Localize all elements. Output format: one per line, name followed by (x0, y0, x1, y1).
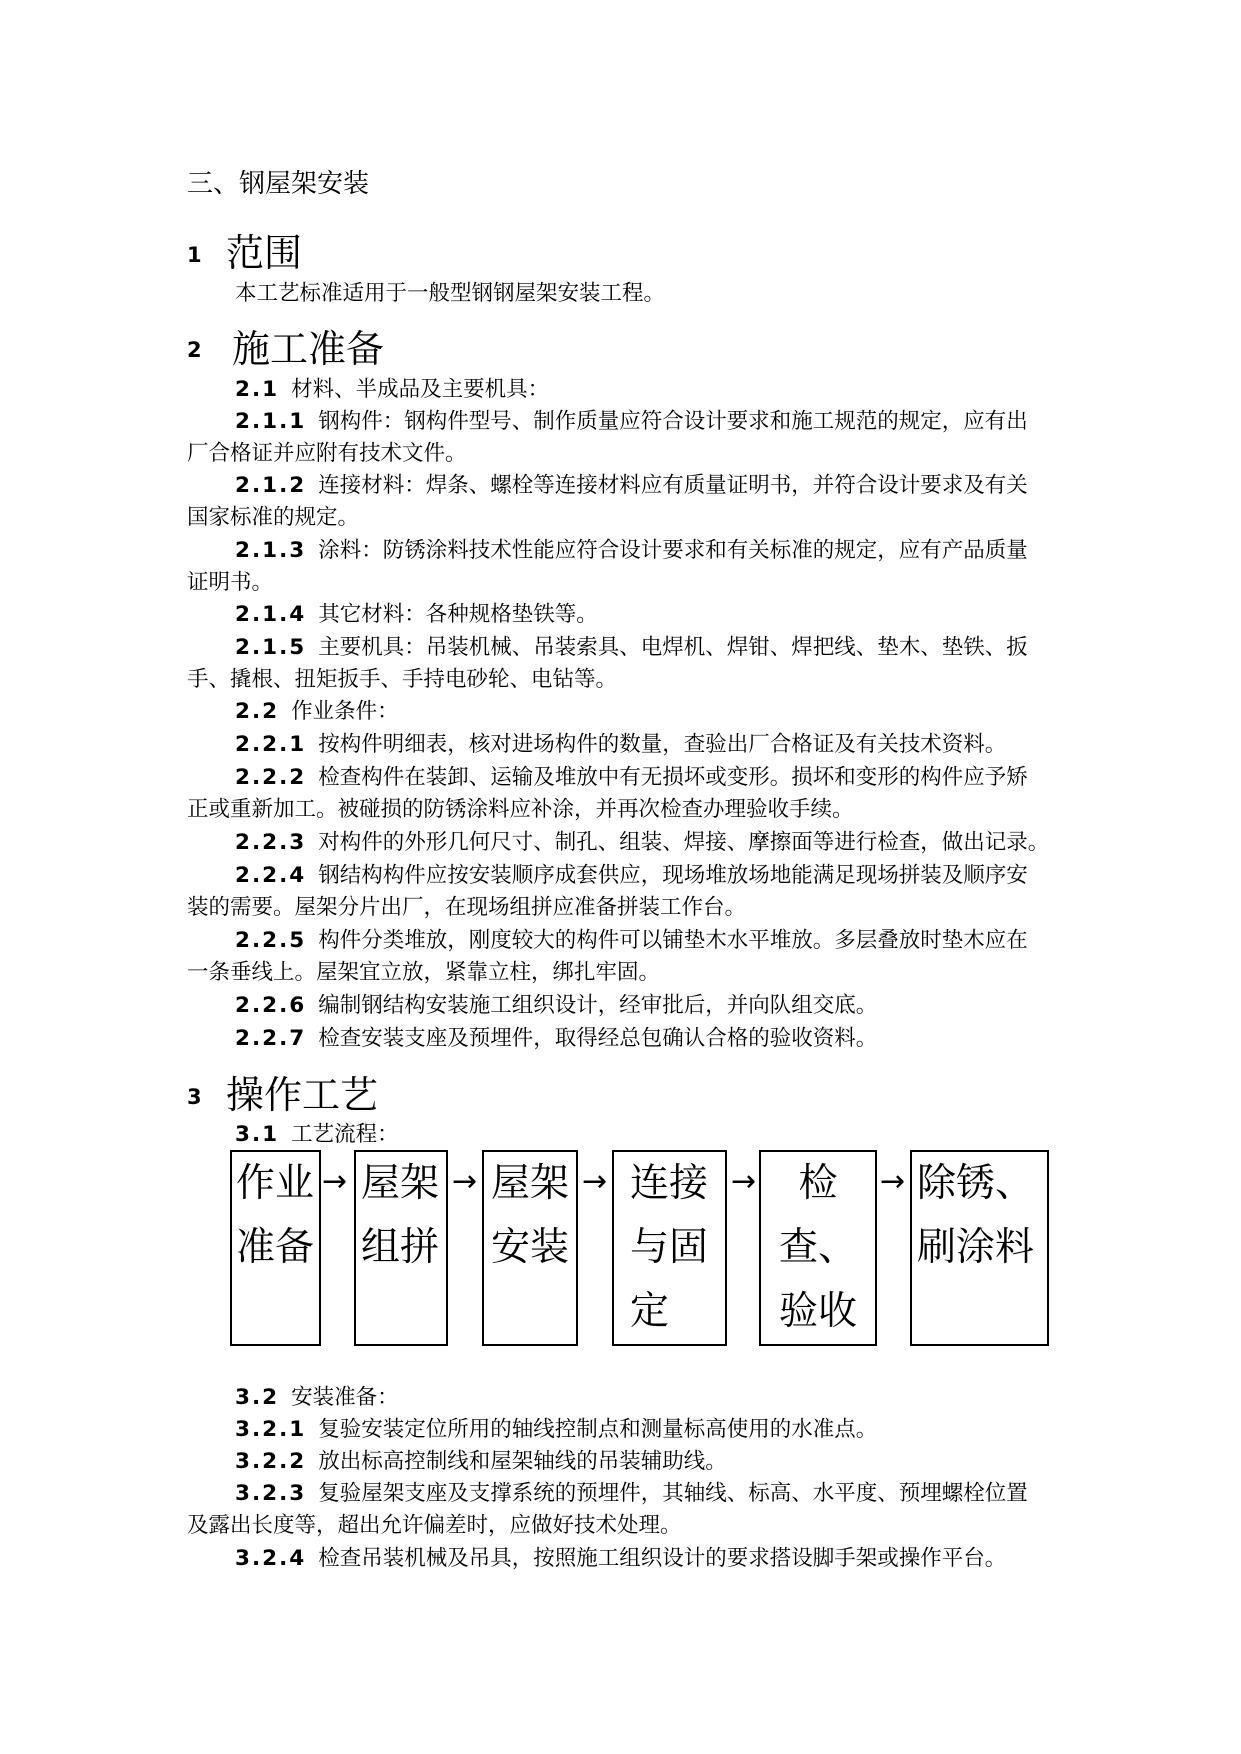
para-2-1-4 (235, 599, 1215, 631)
flow-step-assemble: 屋架组拼 (354, 1150, 448, 1346)
flow-step-coat: 除锈、刷涂料 (910, 1150, 1049, 1346)
para-2-1-5-text-a: 主要机具：吊装机械、吊装索具、电焊机、焊钳、焊把线、垫木、垫铁、扳 (318, 635, 1028, 660)
para-3-1-text: 工艺流程： (291, 1122, 399, 1147)
para-3-2-4-num: 3.2.4 (235, 1546, 307, 1571)
para-2-1-text: 材料、半成品及主要机具： (291, 377, 550, 402)
flow-step-inspect: 检查、验收 (759, 1150, 877, 1346)
para-2-1-5 (235, 632, 1215, 664)
para-2-1-2-cont: 国家标准的规定。 (187, 505, 360, 530)
para-2-2-7-text: 检查安装支座及预埋件，取得经总包确认合格的验收资料。 (318, 1026, 878, 1051)
para-2-2-6-num: 2.2.6 (235, 993, 307, 1018)
para-2-2-5-num: 2.2.5 (235, 928, 307, 953)
para-3-2-3-text-a: 复验屋架支座及支撑系统的预埋件，其轴线、标高、水平度、预埋螺栓位置 (318, 1481, 1028, 1506)
para-3-2-3-cont: 及露出长度等，超出允许偏差时，应做好技术处理。 (187, 1513, 682, 1538)
section-3-title: 操作工艺 (226, 1073, 379, 1117)
flow-step-connect: 连接与固定 (612, 1150, 727, 1346)
flow-arrow-3: → (582, 1164, 608, 1199)
para-2-1 (235, 374, 1215, 406)
para-2-1-2 (235, 470, 1215, 502)
para-2-2-2-text-a: 检查构件在装卸、运输及堆放中有无损坏或变形。损坏和变形的构件应予矫 (318, 765, 1028, 790)
para-3-2-2 (235, 1446, 1215, 1478)
para-2-1-2-text-a: 连接材料：焊条、螺栓等连接材料应有质量证明书，并符合设计要求及有关 (318, 473, 1028, 498)
para-2-1-1-cont: 厂合格证并应附有技术文件。 (187, 441, 467, 466)
para-2-2-text: 作业条件： (291, 699, 399, 724)
para-2-2-5-cont: 一条垂线上。屋架宜立放，紧靠立柱，绑扎牢固。 (187, 960, 661, 985)
section-1-text: 本工艺标准适用于一般型钢钢屋架安装工程。 (235, 281, 666, 306)
section-1-title: 范围 (226, 231, 303, 275)
para-3-2-4-text: 检查吊装机械及吊具，按照施工组织设计的要求搭设脚手架或操作平台。 (318, 1546, 1007, 1571)
para-2-2-1 (235, 729, 1215, 761)
para-2-1-1 (235, 406, 1215, 438)
section-2-title: 施工准备 (232, 327, 385, 371)
para-3-2-2-text: 放出标高控制线和屋架轴线的吊装辅助线。 (318, 1449, 727, 1474)
para-2-2-4 (235, 860, 1215, 892)
para-3-2-3-num: 3.2.3 (235, 1481, 307, 1506)
para-2-2-7-num: 2.2.7 (235, 1026, 307, 1051)
para-2-1-4-text: 其它材料：各种规格垫铁等。 (318, 602, 598, 627)
para-3-2-1-text: 复验安装定位所用的轴线控制点和测量标高使用的水准点。 (318, 1417, 878, 1442)
para-2-2-num: 2.2 (235, 699, 280, 724)
para-2-2-4-cont: 装的需要。屋架分片出厂，在现场组拼应准备拼装工作台。 (187, 895, 747, 920)
para-3-2-1-num: 3.2.1 (235, 1417, 307, 1442)
para-3-2 (235, 1382, 1215, 1414)
para-3-2-3 (235, 1478, 1215, 1510)
section-1-number: 1 (187, 243, 202, 267)
para-3-2-num: 3.2 (235, 1385, 280, 1410)
para-2-2-3 (235, 827, 1215, 859)
flow-step-install: 屋架安装 (482, 1150, 578, 1346)
para-2-2-4-text-a: 钢结构构件应按安装顺序成套供应，现场堆放场地能满足现场拼装及顺序安 (318, 863, 1028, 888)
para-2-2-6-text: 编制钢结构安装施工组织设计，经审批后，并向队组交底。 (318, 993, 878, 1018)
para-3-2-4 (235, 1543, 1215, 1575)
para-2-1-1-num: 2.1.1 (235, 409, 307, 434)
para-2-1-5-num: 2.1.5 (235, 635, 307, 660)
document-title: 三、钢屋架安装 (187, 169, 370, 199)
para-2-2-5-text-a: 构件分类堆放，刚度较大的构件可以铺垫木水平堆放。多层叠放时垫木应在 (318, 928, 1028, 953)
para-2-1-3-cont: 证明书。 (187, 570, 274, 595)
para-2-2-2-num: 2.2.2 (235, 765, 307, 790)
para-2-1-2-num: 2.1.2 (235, 473, 307, 498)
para-3-2-1 (235, 1414, 1215, 1446)
para-3-2-2-num: 3.2.2 (235, 1449, 307, 1474)
para-2-1-3 (235, 535, 1215, 567)
para-2-1-num: 2.1 (235, 377, 280, 402)
flow-arrow-5: → (880, 1164, 906, 1199)
para-2-1-1-text-a: 钢构件：钢构件型号、制作质量应符合设计要求和施工规范的规定，应有出 (318, 409, 1028, 434)
para-2-2-5 (235, 925, 1215, 957)
para-2-2-4-num: 2.2.4 (235, 863, 307, 888)
para-2-2-1-num: 2.2.1 (235, 732, 307, 757)
para-2-1-3-num: 2.1.3 (235, 538, 307, 563)
para-2-2-1-text: 按构件明细表，核对进场构件的数量，查验出厂合格证及有关技术资料。 (318, 732, 1007, 757)
para-3-2-text: 安装准备： (291, 1385, 399, 1410)
flow-arrow-1: → (322, 1164, 348, 1199)
para-2-1-3-text-a: 涂料：防锈涂料技术性能应符合设计要求和有关标准的规定，应有产品质量 (318, 538, 1028, 563)
flow-step-prep: 作业准备 (230, 1150, 321, 1346)
para-3-1-num: 3.1 (235, 1122, 280, 1147)
para-2-2-7 (235, 1023, 1215, 1055)
para-2-2-2 (235, 762, 1215, 794)
para-2-1-4-num: 2.1.4 (235, 602, 307, 627)
para-2-2-6 (235, 990, 1215, 1022)
para-2-2-2-cont: 正或重新加工。被碰损的防锈涂料应补涂，并再次检查办理验收手续。 (187, 797, 854, 822)
flow-arrow-2: → (452, 1164, 478, 1199)
section-3-number: 3 (187, 1085, 202, 1109)
para-3-1 (235, 1119, 1215, 1151)
para-2-2-3-text: 对构件的外形几何尺寸、制孔、组装、焊接、摩擦面等进行检查，做出记录。 (318, 830, 1050, 855)
para-2-1-5-cont: 手、撬根、扭矩扳手、手持电砂轮、电钻等。 (187, 667, 618, 692)
para-2-2-3-num: 2.2.3 (235, 830, 307, 855)
para-2-2 (235, 696, 1215, 728)
flow-arrow-4: → (731, 1164, 757, 1199)
section-2-number: 2 (187, 338, 202, 362)
